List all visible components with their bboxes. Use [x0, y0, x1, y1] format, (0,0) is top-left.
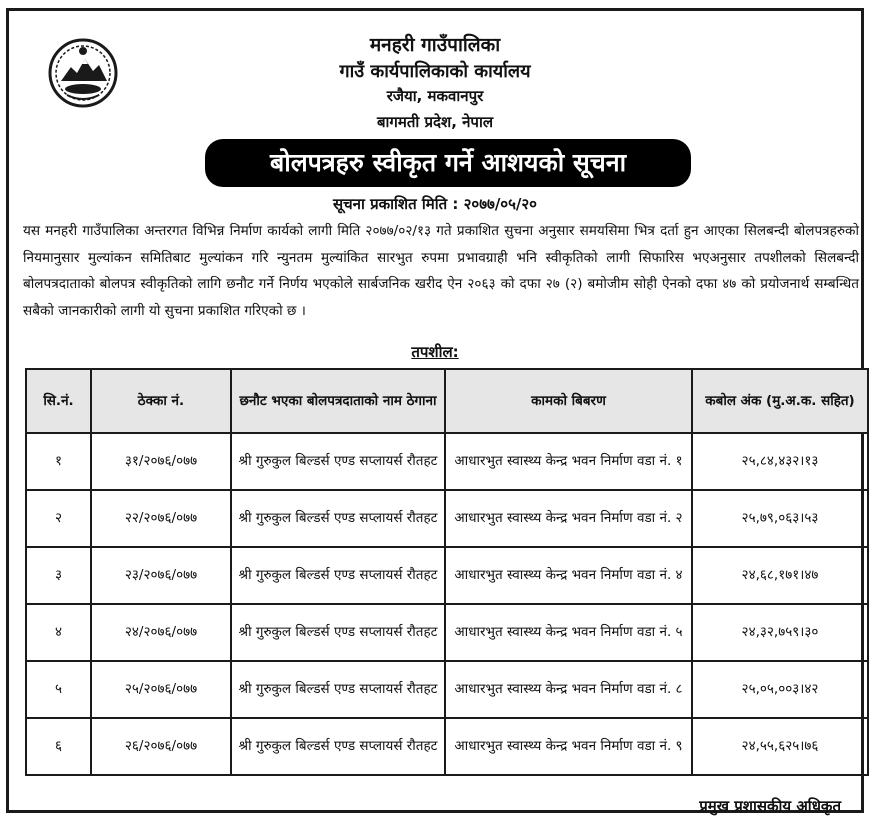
cell-bidder: श्री गुरुकुल बिल्डर्स एण्ड सप्लायर्स रौतहट — [231, 604, 445, 661]
cell-work: आधारभुत स्वास्थ्य केन्द्र भवन निर्माण वडा नं. १ — [445, 433, 692, 490]
cell-sn: ४ — [26, 604, 91, 661]
publish-date: सूचना प्रकाशित मिति : २०७७/०५/२० — [333, 195, 537, 213]
cell-amount: २४,३२,७५९।३० — [692, 604, 868, 661]
cell-contract-no: २५/२०७६/०७७ — [91, 661, 231, 718]
cell-amount: २४,६८,१७१।४७ — [692, 547, 868, 604]
cell-contract-no: २२/२०७६/०७७ — [91, 490, 231, 547]
cell-work: आधारभुत स्वास्थ्य केन्द्र भवन निर्माण वडा नं. ९ — [445, 718, 692, 775]
cell-contract-no: २३/२०७६/०७७ — [91, 547, 231, 604]
cell-bidder: श्री गुरुकुल बिल्डर्स एण्ड सप्लायर्स रौतहट — [231, 433, 445, 490]
table-row — [26, 433, 868, 490]
cell-bidder: श्री गुरुकुल बिल्डर्स एण्ड सप्लायर्स रौतहट — [231, 547, 445, 604]
table-row — [26, 547, 868, 604]
cell-sn: २ — [26, 490, 91, 547]
cell-contract-no: ३१/२०७६/०७७ — [91, 433, 231, 490]
cell-sn: ३ — [26, 547, 91, 604]
signatory-title: प्रमुख प्रशासकीय अधिकृत — [699, 797, 841, 815]
cell-work: आधारभुत स्वास्थ्य केन्द्र भवन निर्माण वडा नं. ५ — [445, 604, 692, 661]
table-row — [26, 718, 868, 775]
cell-contract-no: २६/२०७६/०७७ — [91, 718, 231, 775]
header-bid-amount: कबोल अंक (मु.अ.क. सहित) — [692, 369, 868, 433]
cell-amount: २५,७९,०६३।५३ — [692, 490, 868, 547]
municipality-name: मनहरी गाउँपालिका — [369, 34, 501, 56]
table-row — [26, 490, 868, 547]
cell-amount: २५,०५,००३।४२ — [692, 661, 868, 718]
header-work-description: कामको बिबरण — [445, 369, 692, 433]
cell-amount: २५,८४,४३२।१३ — [692, 433, 868, 490]
cell-work: आधारभुत स्वास्थ्य केन्द्र भवन निर्माण वडा नं. २ — [445, 490, 692, 547]
cell-work: आधारभुत स्वास्थ्य केन्द्र भवन निर्माण वडा नं. ४ — [445, 547, 692, 604]
office-address: रजैया, मकवानपुर — [386, 87, 484, 105]
office-name: गाउँ कार्यपालिकाको कार्यालय — [339, 61, 531, 82]
header-bidder: छनौट भएका बोलपत्रदाताको नाम ठेगाना — [231, 369, 445, 433]
header-contract-no: ठेक्का नं. — [91, 369, 231, 433]
details-heading: तपशील: — [411, 343, 459, 361]
cell-sn: ६ — [26, 718, 91, 775]
province-name: बागमती प्रदेश, नेपाल — [376, 113, 494, 131]
cell-work: आधारभुत स्वास्थ्य केन्द्र भवन निर्माण वडा नं. ८ — [445, 661, 692, 718]
cell-bidder: श्री गुरुकुल बिल्डर्स एण्ड सप्लायर्स रौतहट — [231, 490, 445, 547]
table-header-row — [26, 369, 868, 433]
notice-title-banner: बोलपत्रहरु स्वीकृत गर्ने आशयको सूचना — [205, 139, 691, 187]
cell-contract-no: २४/२०७६/०७७ — [91, 604, 231, 661]
cell-amount: २४,५५,६२५।७६ — [692, 718, 868, 775]
cell-sn: १ — [26, 433, 91, 490]
cell-bidder: श्री गुरुकुल बिल्डर्स एण्ड सप्लायर्स रौतहट — [231, 661, 445, 718]
header-sn: सि.नं. — [26, 369, 91, 433]
cell-sn: ५ — [26, 661, 91, 718]
notice-frame — [6, 8, 864, 813]
cell-bidder: श्री गुरुकुल बिल्डर्स एण्ड सप्लायर्स रौतहट — [231, 718, 445, 775]
bid-table — [25, 368, 869, 776]
table-row — [26, 604, 868, 661]
notice-paragraph: यस मनहरी गाउँपालिका अन्तरगत विभिन्न निर्माण कार्यको लागी मिति २०७७/०२/१३ गते प्रकाशित सुचना अनुसार समयसिमा भित्र दर्ता हुन आएका सिलबन्दी बोलपत्रहरुको नियमानुसार मुल्यांकन समितिबाट मुल्यांकन गरि न्युनतम मुल्यांकित सारभुत रुपमा प्रभावग्राही भनि स्वीकृतिको लागी सिफारिस भएअनुसार तपशीलको सिलबन्दी बोलपत्रदाताको बोलपत्र स्वीकृतिको लागि छनौट गर्ने निर्णय भएकोले सार्बजनिक खरीद ऐन २०६३ को दफा २७ (२) बमोजीम सोही ऐनको दफा ४७ को प्रयोजनार्थ सम्बन्धित सबैको जानकारीको लागी यो सुचना प्रकाशित गरिएको छ । — [23, 223, 859, 319]
table-row — [26, 661, 868, 718]
